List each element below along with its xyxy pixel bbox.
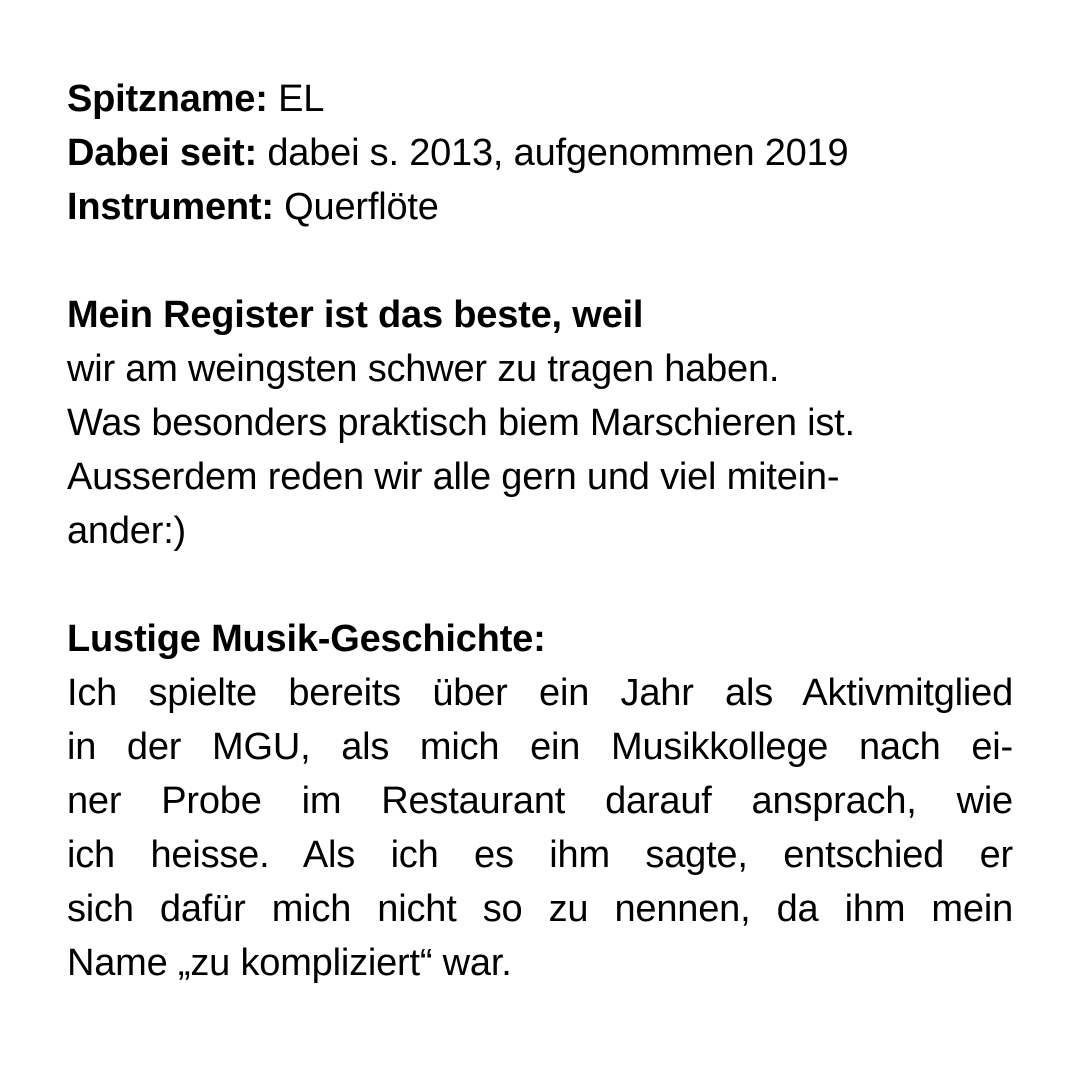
member-since-label: Dabei seit: — [67, 132, 257, 174]
register-line: wir am weingsten schwer zu tragen haben. — [67, 348, 780, 390]
member-since-value: dabei s. 2013, aufgenommen 2019 — [267, 132, 849, 174]
register-paragraph — [67, 342, 1013, 558]
nickname-row — [67, 72, 1013, 126]
register-line: Was besonders praktisch biem Marschieren ist. — [67, 402, 855, 444]
story-line: sich dafür mich nicht so zu nennen, da ihm mein — [67, 888, 1013, 930]
story-line: in der MGU, als mich ein Musikkollege nach ei- — [67, 726, 1013, 768]
story-heading: Lustige Musik-Geschichte: — [67, 618, 546, 660]
member-since-row — [67, 126, 1013, 180]
nickname-value: EL — [278, 78, 325, 120]
instrument-row — [67, 180, 1013, 234]
instrument-value: Querflöte — [284, 186, 439, 228]
register-line: ander:) — [67, 510, 187, 552]
story-line: Ich spielte bereits über ein Jahr als Aktivmitglied — [67, 672, 1013, 714]
story-line: Name „zu kompliziert“ war. — [67, 942, 512, 984]
register-heading: Mein Register ist das beste, weil — [67, 294, 644, 336]
register-line: Ausserdem reden wir alle gern und viel mitein- — [67, 456, 840, 498]
section-spacer — [67, 234, 1013, 288]
story-line: ner Probe im Restaurant darauf ansprach, wie — [67, 780, 1013, 822]
profile-card — [67, 72, 1013, 990]
instrument-label: Instrument: — [67, 186, 274, 228]
nickname-label: Spitzname: — [67, 78, 268, 120]
section-spacer — [67, 558, 1013, 612]
story-paragraph — [67, 666, 1013, 990]
story-line: ich heisse. Als ich es ihm sagte, entschied er — [67, 834, 1013, 876]
